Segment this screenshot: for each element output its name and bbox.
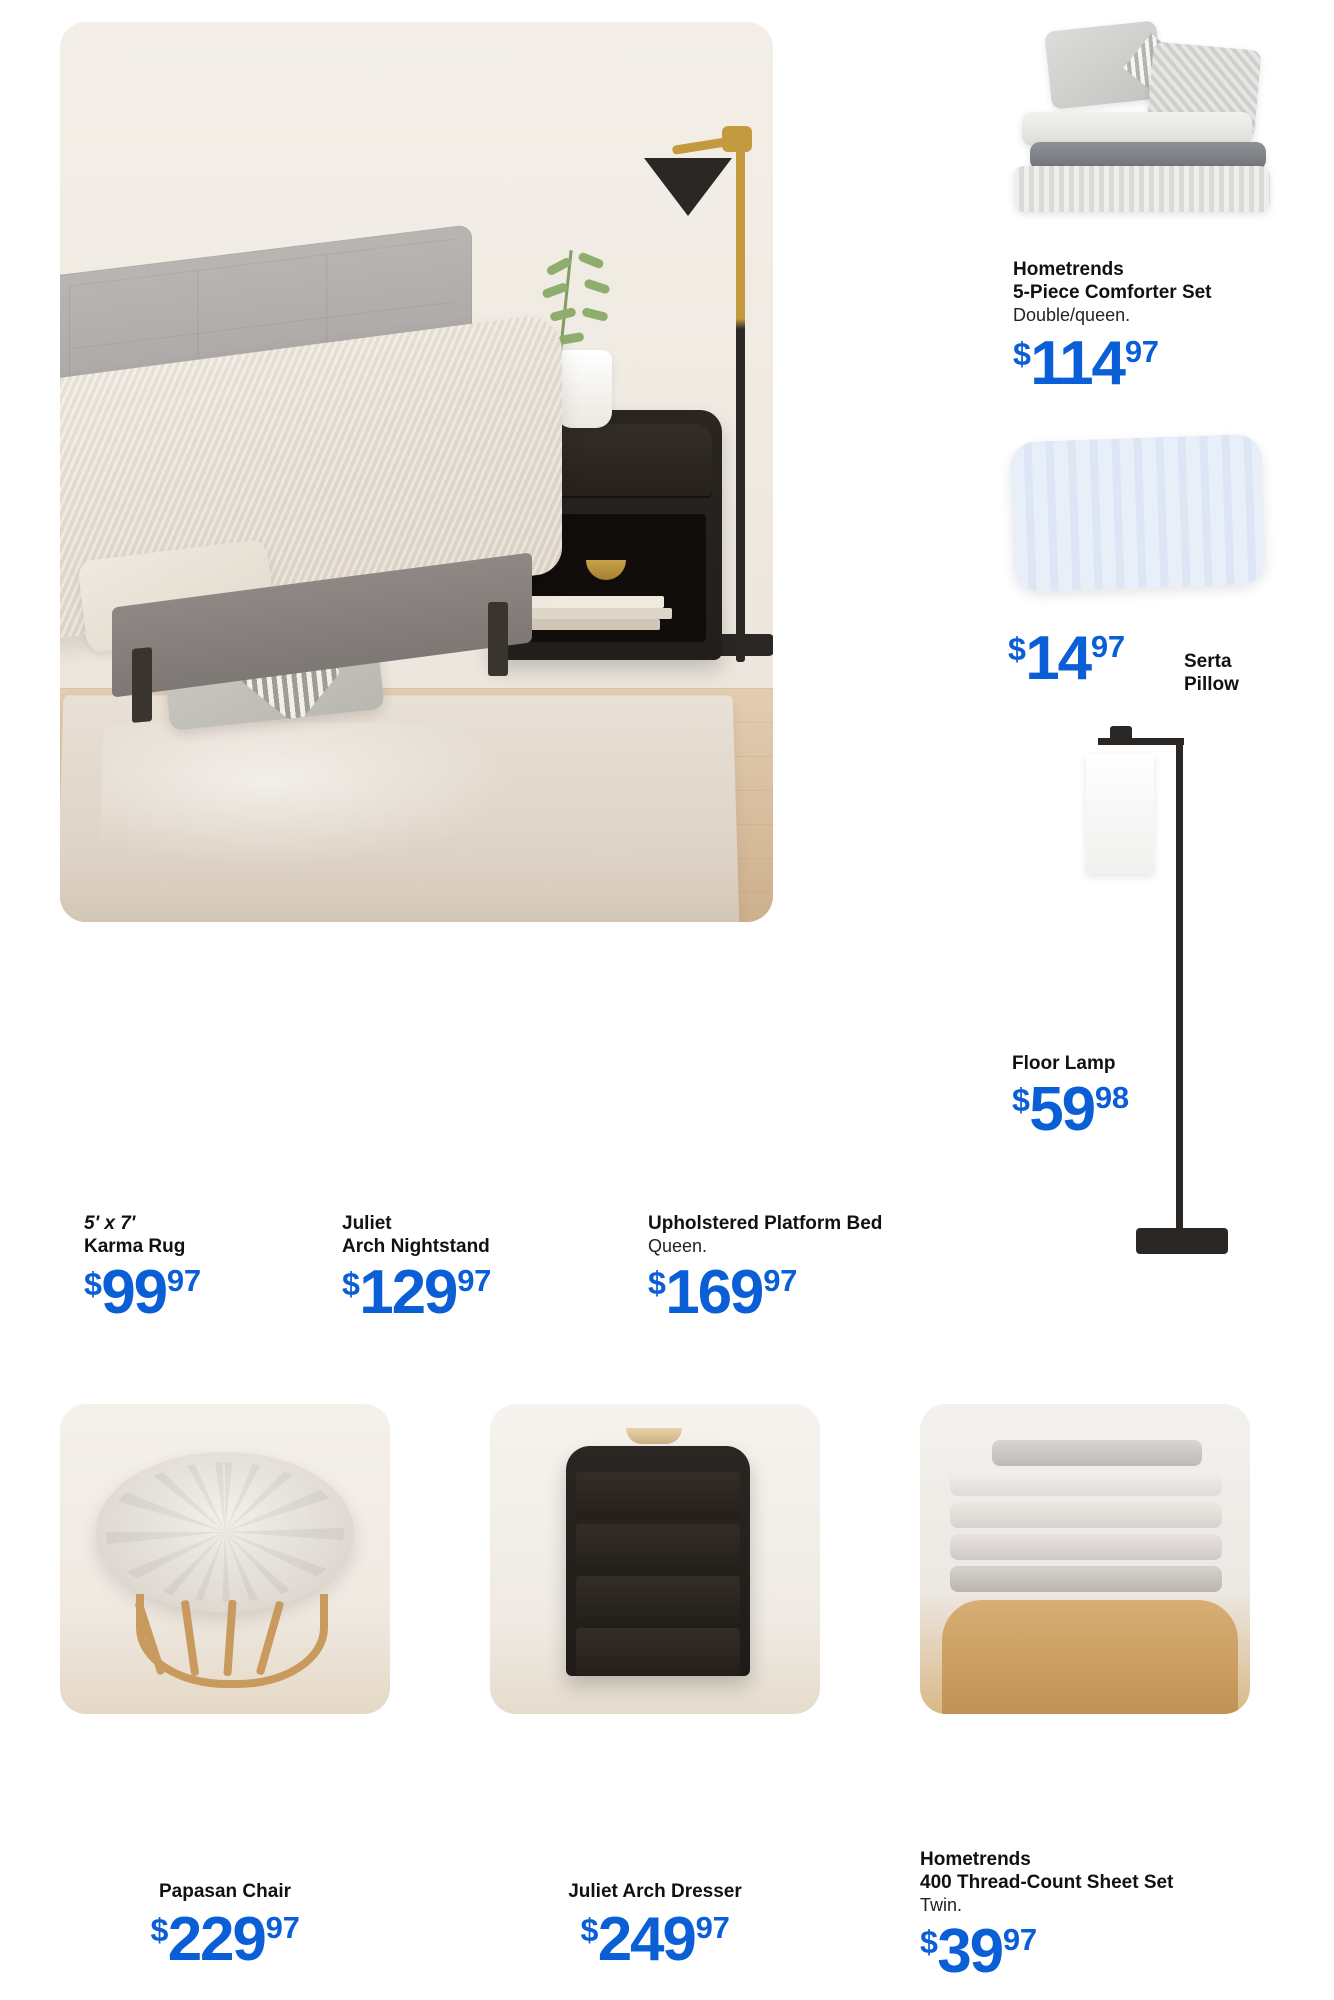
sheet-set-name: 400 Thread-Count Sheet Set <box>920 1872 1174 1894</box>
serta-pillow-name: Serta <box>1184 651 1232 672</box>
karma-rug-caption <box>84 1212 304 1328</box>
sheet-set-brand: Hometrends <box>920 1849 1031 1870</box>
comforter-set-image <box>1000 20 1290 230</box>
price-cents: 97 <box>457 1263 492 1299</box>
nightstand-name-line2: Arch Nightstand <box>342 1236 490 1258</box>
currency-symbol: $ <box>1013 336 1031 372</box>
juliet-arch-dresser-name: Juliet Arch Dresser <box>568 1881 742 1902</box>
serta-pillow-price-block <box>1008 624 1188 693</box>
serta-pillow-caption <box>1184 650 1304 696</box>
floor-lamp-pole <box>736 142 745 662</box>
comforter-set-price <box>1013 328 1159 398</box>
currency-symbol: $ <box>150 1912 168 1949</box>
dresser-drawer <box>576 1576 740 1624</box>
floor-lamp-joint <box>722 126 752 152</box>
comforter-set-caption <box>1013 258 1313 398</box>
price-cents: 97 <box>763 1262 798 1298</box>
comforter-fold <box>1022 112 1252 146</box>
floor-lamp-pole <box>1176 738 1183 1238</box>
price-whole: 39 <box>937 1916 1002 1986</box>
juliet-arch-dresser-price <box>580 1905 730 1975</box>
wood-bed-frame <box>942 1600 1238 1714</box>
platform-bed-detail: Queen. <box>648 1236 708 1257</box>
price-cents: 98 <box>1094 1080 1129 1116</box>
currency-symbol: $ <box>342 1265 360 1302</box>
sheet-set-caption <box>920 1848 1280 1986</box>
price-whole: 229 <box>167 1905 265 1975</box>
dresser-drawer <box>576 1628 740 1676</box>
comforter-pillow <box>1044 20 1164 109</box>
price-whole: 169 <box>665 1257 763 1327</box>
comforter-set-brand: Hometrends <box>1013 259 1124 280</box>
serta-pillow-price <box>1008 624 1125 693</box>
floor-lamp-name: Floor Lamp <box>1012 1053 1116 1074</box>
price-cents: 97 <box>695 1910 730 1946</box>
price-whole: 114 <box>1030 328 1124 398</box>
folded-sheet <box>950 1502 1222 1528</box>
floor-lamp-caption <box>1012 1052 1242 1145</box>
floor-lamp-shade <box>1086 754 1154 874</box>
bed-leg <box>132 647 152 723</box>
decor-bowl <box>626 1428 682 1444</box>
dresser-body <box>566 1446 750 1676</box>
currency-symbol: $ <box>648 1264 666 1301</box>
karma-rug-size: 5' x 7' <box>84 1213 136 1234</box>
karma-rug-name: Karma Rug <box>84 1236 186 1258</box>
price-whole: 249 <box>597 1905 695 1975</box>
bedroom-lifestyle-image <box>60 22 773 922</box>
price-whole: 99 <box>101 1258 166 1328</box>
platform-bed-caption <box>648 1212 968 1327</box>
platform-bed-price <box>648 1257 798 1327</box>
nightstand-price <box>342 1258 492 1328</box>
papasan-chair-price <box>150 1905 300 1975</box>
serta-pillow-image <box>1000 428 1290 608</box>
currency-symbol: $ <box>920 1924 938 1960</box>
floor-lamp-image <box>1080 720 1270 1320</box>
folded-sheets <box>950 1440 1226 1610</box>
juliet-arch-dresser-caption <box>490 1880 820 1975</box>
folded-sheet <box>950 1470 1222 1496</box>
floor-lamp-shade <box>644 158 732 216</box>
platform-bed-image <box>60 250 572 720</box>
nightstand-name-line1: Juliet <box>342 1213 392 1234</box>
price-cents: 97 <box>1090 629 1125 665</box>
comforter-set-detail: Double/queen. <box>1013 305 1131 326</box>
juliet-arch-dresser-image <box>490 1404 820 1714</box>
currency-symbol: $ <box>1012 1082 1030 1119</box>
bed-leg <box>488 602 508 676</box>
folded-sheet <box>950 1566 1222 1592</box>
price-cents: 97 <box>1002 1921 1037 1957</box>
floor-lamp-base <box>1136 1228 1228 1254</box>
price-cents: 97 <box>166 1263 201 1299</box>
comforter-set-name: 5-Piece Comforter Set <box>1013 282 1212 304</box>
papasan-chair-name: Papasan Chair <box>159 1881 291 1902</box>
floor-lamp-knob <box>1110 726 1132 742</box>
dresser-drawer <box>576 1472 740 1520</box>
price-cents: 97 <box>1124 333 1159 369</box>
sheet-set-price <box>920 1916 1037 1986</box>
pillow-front <box>1009 434 1266 593</box>
rug-sheen <box>99 723 520 866</box>
folded-sheet <box>950 1534 1222 1560</box>
karma-rug-price <box>84 1258 201 1328</box>
comforter-fold <box>1014 166 1270 212</box>
papasan-chair-caption <box>60 1880 390 1975</box>
price-whole: 14 <box>1025 624 1090 693</box>
karma-rug-image <box>60 695 739 922</box>
nightstand-caption <box>342 1212 602 1328</box>
price-cents: 97 <box>265 1910 300 1946</box>
price-whole: 129 <box>359 1258 457 1328</box>
folded-sheet <box>992 1440 1202 1466</box>
currency-symbol: $ <box>1008 631 1026 668</box>
papasan-cushion <box>96 1452 354 1612</box>
currency-symbol: $ <box>580 1912 598 1949</box>
floor-lamp-price <box>1012 1075 1129 1145</box>
platform-bed-name: Upholstered Platform Bed <box>648 1213 883 1234</box>
sheet-set-detail: Twin. <box>920 1895 963 1916</box>
currency-symbol: $ <box>84 1265 102 1302</box>
sheet-set-image <box>920 1404 1250 1714</box>
serta-pillow-name-line2: Pillow <box>1184 674 1239 696</box>
papasan-chair-image <box>60 1404 390 1714</box>
dresser-drawer <box>576 1524 740 1572</box>
price-whole: 59 <box>1029 1075 1094 1145</box>
